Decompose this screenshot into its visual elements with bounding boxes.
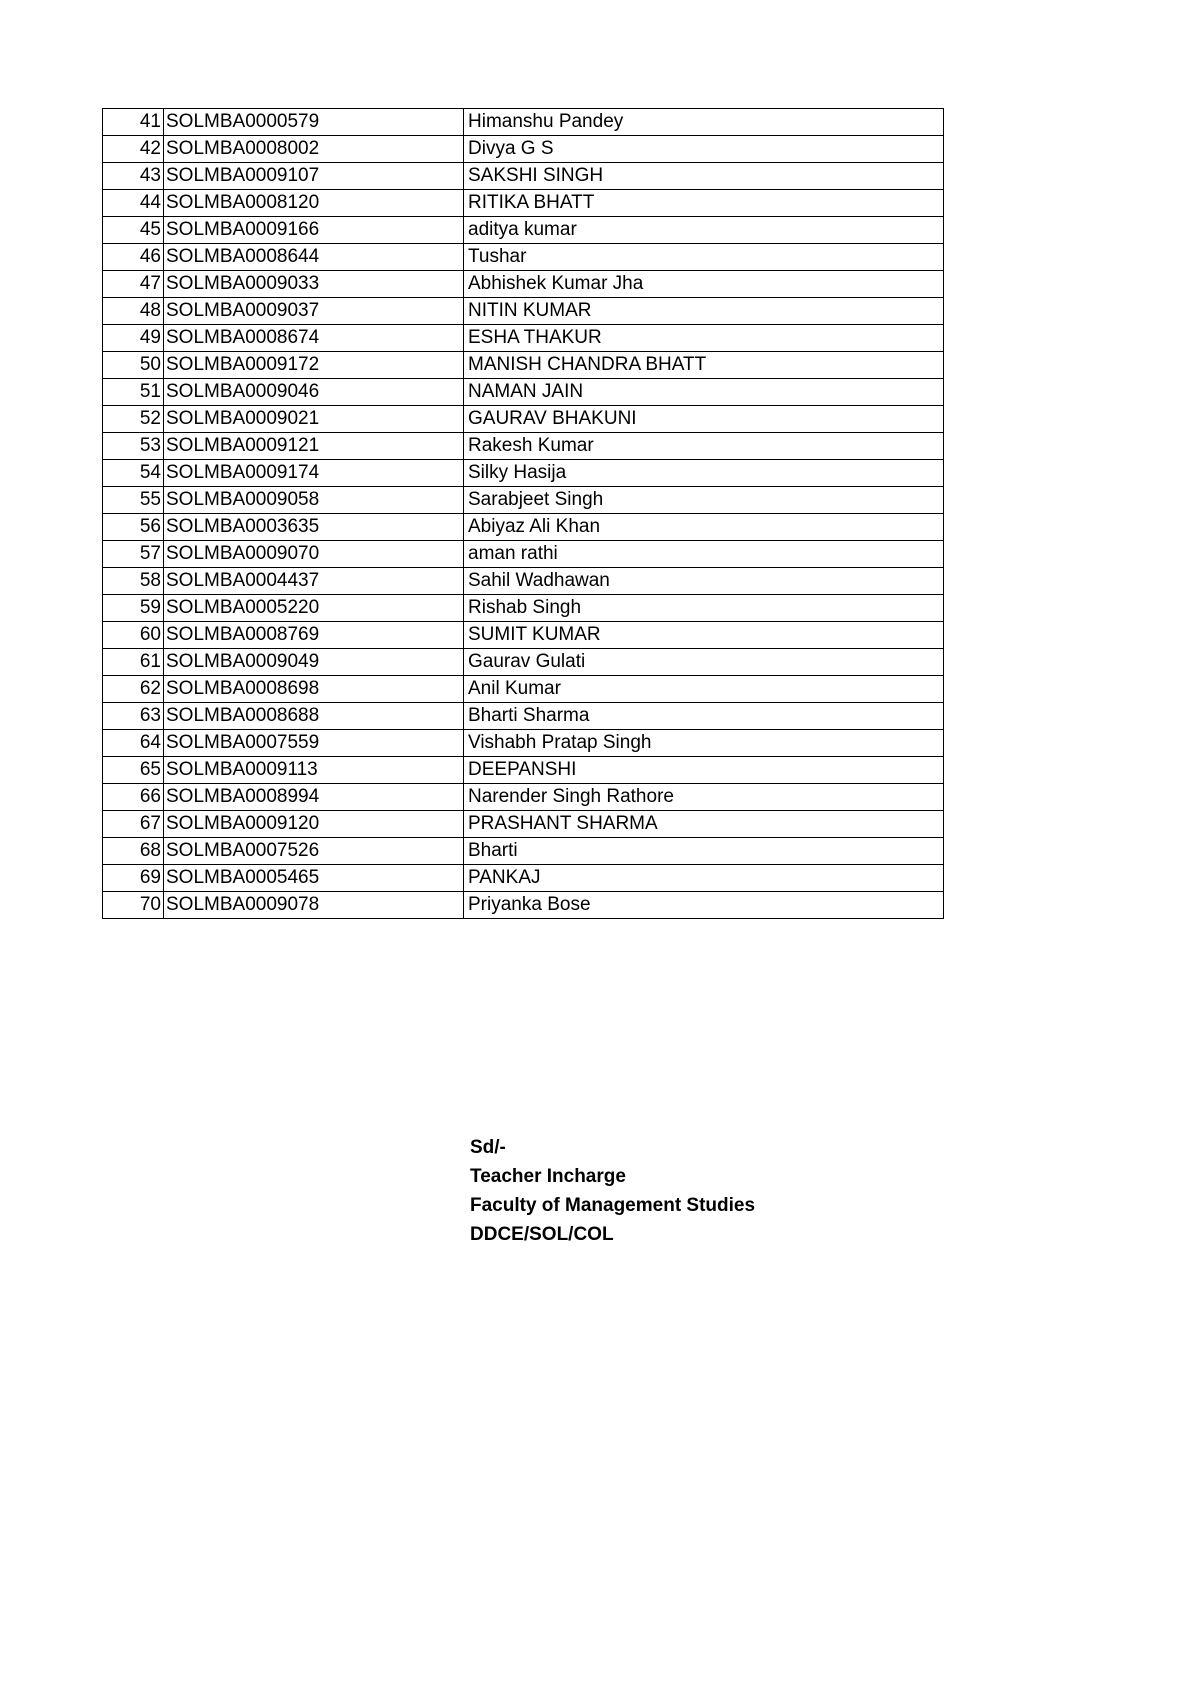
- student-id-cell: SOLMBA0004437: [164, 568, 464, 595]
- serial-number-cell: 43: [103, 163, 164, 190]
- signature-org: DDCE/SOL/COL: [470, 1224, 614, 1245]
- serial-number-cell: 60: [103, 622, 164, 649]
- student-id-cell: SOLMBA0008674: [164, 325, 464, 352]
- serial-number-cell: 53: [103, 433, 164, 460]
- student-id-cell: SOLMBA0008769: [164, 622, 464, 649]
- signature-sd: Sd/-: [470, 1137, 506, 1158]
- serial-number-cell: 57: [103, 541, 164, 568]
- student-name-cell: Tushar: [464, 244, 944, 271]
- table-row: [103, 217, 944, 244]
- table-row: [103, 325, 944, 352]
- student-id-cell: SOLMBA0009021: [164, 406, 464, 433]
- serial-number-cell: 58: [103, 568, 164, 595]
- student-name-cell: NITIN KUMAR: [464, 298, 944, 325]
- student-id-cell: SOLMBA0008688: [164, 703, 464, 730]
- serial-number-cell: 41: [103, 109, 164, 136]
- serial-number-cell: 67: [103, 811, 164, 838]
- student-id-cell: SOLMBA0009078: [164, 892, 464, 919]
- table-row: [103, 649, 944, 676]
- table-row: [103, 487, 944, 514]
- table-row: [103, 433, 944, 460]
- signature-faculty: Faculty of Management Studies: [470, 1195, 756, 1216]
- serial-number-cell: 55: [103, 487, 164, 514]
- student-name-cell: aman rathi: [464, 541, 944, 568]
- student-name-cell: RITIKA BHATT: [464, 190, 944, 217]
- student-table: [102, 108, 944, 919]
- table-row: [103, 703, 944, 730]
- student-name-cell: Rakesh Kumar: [464, 433, 944, 460]
- student-id-cell: SOLMBA0009046: [164, 379, 464, 406]
- student-name-cell: SUMIT KUMAR: [464, 622, 944, 649]
- serial-number-cell: 70: [103, 892, 164, 919]
- student-name-cell: GAURAV BHAKUNI: [464, 406, 944, 433]
- table-row: [103, 514, 944, 541]
- table-row: [103, 136, 944, 163]
- student-name-cell: Silky Hasija: [464, 460, 944, 487]
- table-row: [103, 163, 944, 190]
- student-id-cell: SOLMBA0009049: [164, 649, 464, 676]
- serial-number-cell: 42: [103, 136, 164, 163]
- serial-number-cell: 46: [103, 244, 164, 271]
- student-id-cell: SOLMBA0007559: [164, 730, 464, 757]
- table-row: [103, 190, 944, 217]
- table-row: [103, 595, 944, 622]
- serial-number-cell: 62: [103, 676, 164, 703]
- student-name-cell: Divya G S: [464, 136, 944, 163]
- table-body: [103, 109, 944, 919]
- table-row: [103, 622, 944, 649]
- student-id-cell: SOLMBA0009120: [164, 811, 464, 838]
- student-id-cell: SOLMBA0008120: [164, 190, 464, 217]
- table-row: [103, 730, 944, 757]
- serial-number-cell: 45: [103, 217, 164, 244]
- table-row: [103, 784, 944, 811]
- student-id-cell: SOLMBA0003635: [164, 514, 464, 541]
- serial-number-cell: 44: [103, 190, 164, 217]
- student-id-cell: SOLMBA0008002: [164, 136, 464, 163]
- table-row: [103, 271, 944, 298]
- table-row: [103, 892, 944, 919]
- table-row: [103, 406, 944, 433]
- serial-number-cell: 61: [103, 649, 164, 676]
- student-id-cell: SOLMBA0009033: [164, 271, 464, 298]
- student-id-cell: SOLMBA0007526: [164, 838, 464, 865]
- serial-number-cell: 47: [103, 271, 164, 298]
- table-row: [103, 757, 944, 784]
- student-name-cell: Rishab Singh: [464, 595, 944, 622]
- student-name-cell: Himanshu Pandey: [464, 109, 944, 136]
- student-name-cell: Bharti Sharma: [464, 703, 944, 730]
- student-id-cell: SOLMBA0005465: [164, 865, 464, 892]
- student-name-cell: Abiyaz Ali Khan: [464, 514, 944, 541]
- serial-number-cell: 65: [103, 757, 164, 784]
- table-row: [103, 352, 944, 379]
- student-id-cell: SOLMBA0009058: [164, 487, 464, 514]
- table-row: [103, 838, 944, 865]
- student-id-cell: SOLMBA0009113: [164, 757, 464, 784]
- student-id-cell: SOLMBA0009172: [164, 352, 464, 379]
- student-name-cell: MANISH CHANDRA BHATT: [464, 352, 944, 379]
- serial-number-cell: 68: [103, 838, 164, 865]
- student-name-cell: Abhishek Kumar Jha: [464, 271, 944, 298]
- serial-number-cell: 48: [103, 298, 164, 325]
- student-name-cell: Anil Kumar: [464, 676, 944, 703]
- table-row: [103, 568, 944, 595]
- student-name-cell: PANKAJ: [464, 865, 944, 892]
- student-id-cell: SOLMBA0000579: [164, 109, 464, 136]
- student-id-cell: SOLMBA0009107: [164, 163, 464, 190]
- student-name-cell: PRASHANT SHARMA: [464, 811, 944, 838]
- serial-number-cell: 54: [103, 460, 164, 487]
- serial-number-cell: 56: [103, 514, 164, 541]
- serial-number-cell: 69: [103, 865, 164, 892]
- table-row: [103, 244, 944, 271]
- table-row: [103, 109, 944, 136]
- student-id-cell: SOLMBA0008698: [164, 676, 464, 703]
- student-id-cell: SOLMBA0009166: [164, 217, 464, 244]
- student-name-cell: Sarabjeet Singh: [464, 487, 944, 514]
- serial-number-cell: 50: [103, 352, 164, 379]
- table-row: [103, 811, 944, 838]
- serial-number-cell: 51: [103, 379, 164, 406]
- serial-number-cell: 49: [103, 325, 164, 352]
- table-row: [103, 676, 944, 703]
- student-name-cell: Narender Singh Rathore: [464, 784, 944, 811]
- student-id-cell: SOLMBA0005220: [164, 595, 464, 622]
- student-name-cell: Gaurav Gulati: [464, 649, 944, 676]
- student-name-cell: Vishabh Pratap Singh: [464, 730, 944, 757]
- signature-role: Teacher Incharge: [470, 1166, 626, 1187]
- student-id-cell: SOLMBA0008994: [164, 784, 464, 811]
- student-id-cell: SOLMBA0009070: [164, 541, 464, 568]
- table-row: [103, 865, 944, 892]
- student-name-cell: Sahil Wadhawan: [464, 568, 944, 595]
- table-row: [103, 541, 944, 568]
- student-name-cell: SAKSHI SINGH: [464, 163, 944, 190]
- serial-number-cell: 66: [103, 784, 164, 811]
- student-id-cell: SOLMBA0008644: [164, 244, 464, 271]
- serial-number-cell: 59: [103, 595, 164, 622]
- student-id-cell: SOLMBA0009174: [164, 460, 464, 487]
- student-name-cell: NAMAN JAIN: [464, 379, 944, 406]
- table-row: [103, 298, 944, 325]
- student-name-cell: DEEPANSHI: [464, 757, 944, 784]
- table-row: [103, 460, 944, 487]
- table-row: [103, 379, 944, 406]
- student-name-cell: ESHA THAKUR: [464, 325, 944, 352]
- student-name-cell: Priyanka Bose: [464, 892, 944, 919]
- student-id-cell: SOLMBA0009121: [164, 433, 464, 460]
- signature-block: [470, 1133, 755, 1249]
- serial-number-cell: 63: [103, 703, 164, 730]
- student-name-cell: Bharti: [464, 838, 944, 865]
- serial-number-cell: 52: [103, 406, 164, 433]
- serial-number-cell: 64: [103, 730, 164, 757]
- student-id-cell: SOLMBA0009037: [164, 298, 464, 325]
- student-name-cell: aditya kumar: [464, 217, 944, 244]
